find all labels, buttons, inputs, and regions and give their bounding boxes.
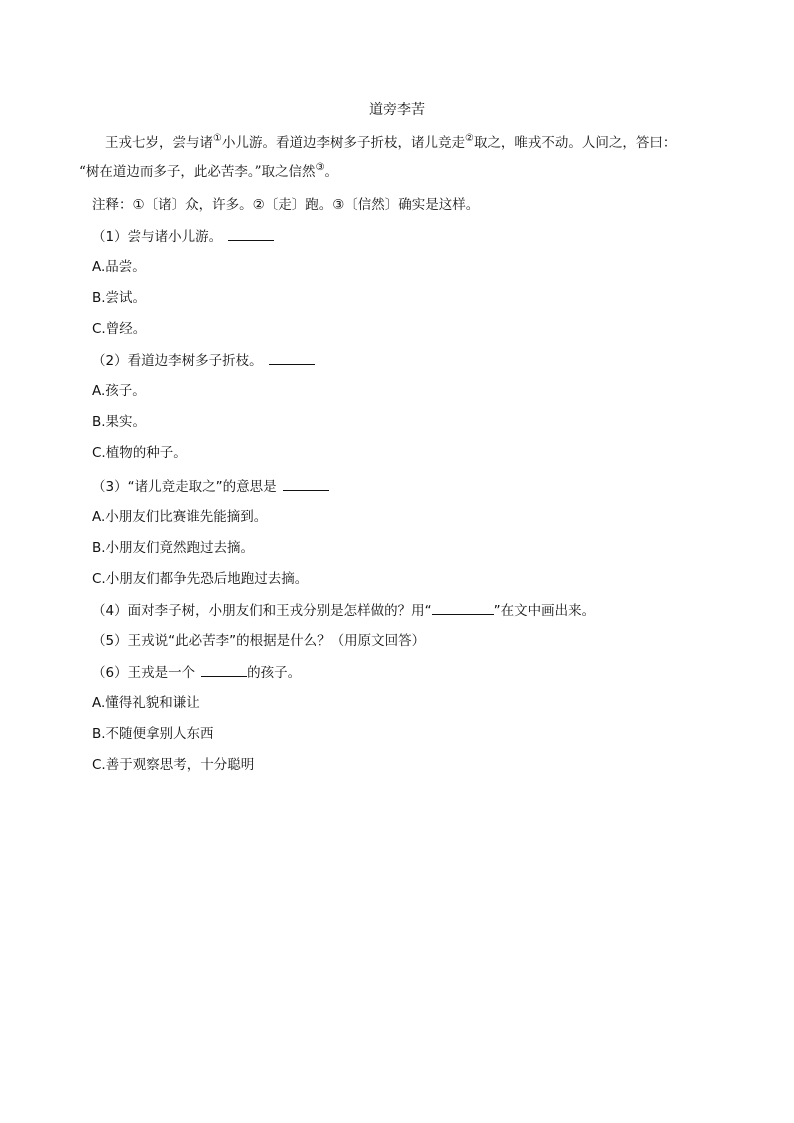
- q1-option-a: A.品尝。: [92, 259, 146, 275]
- q3-option-b: B.小朋友们竟然跑过去摘。: [92, 540, 255, 556]
- answer-blank[interactable]: [283, 477, 329, 491]
- q6-option-c: C.善于观察思考，十分聪明: [92, 757, 255, 773]
- question-4-prompt: （4）面对李子树，小朋友们和王戎分别是怎样做的？用“: [92, 603, 432, 619]
- question-2: [92, 351, 315, 370]
- question-6-prompt: （6）王戎是一个: [92, 665, 196, 681]
- question-4-prompt-end: ”在文中画出来。: [493, 603, 596, 619]
- footnote-marker-2: ②: [464, 133, 474, 144]
- answer-blank[interactable]: [432, 601, 494, 615]
- q6-option-b: B.不随便拿别人东西: [92, 726, 214, 742]
- passage-text: “树在道边而多子，此必苦李。”取之信然: [79, 164, 316, 180]
- question-1: [92, 227, 274, 246]
- q2-option-a: A.孩子。: [92, 383, 146, 399]
- passage-text: 。: [324, 164, 339, 180]
- question-4: [92, 601, 595, 620]
- q2-option-c: C.植物的种子。: [92, 445, 187, 461]
- question-3-prompt: （3）“诸儿竞走取之”的意思是: [92, 479, 277, 495]
- q3-option-a: A.小朋友们比赛谁先能摘到。: [92, 509, 268, 525]
- question-2-prompt: （2）看道边李树多子折枝。: [92, 353, 263, 369]
- footnote-marker-1: ①: [213, 133, 222, 144]
- q1-option-b: B.尝试。: [92, 290, 147, 306]
- passage-line-2: [79, 163, 338, 183]
- q6-option-a: A.懂得礼貌和谦让: [92, 695, 200, 711]
- question-1-prompt: （1）尝与诸小儿游。: [92, 229, 223, 245]
- q3-option-c: C.小朋友们都争先恐后地跑过去摘。: [92, 571, 309, 587]
- answer-blank[interactable]: [228, 227, 274, 241]
- question-6: [92, 663, 301, 682]
- passage-line-1: [105, 134, 676, 154]
- q1-option-c: C.曾经。: [92, 321, 147, 337]
- question-6-prompt-end: 的孩子。: [247, 665, 302, 681]
- question-5: （5）王戎说“此必苦李”的根据是什么？（用原文回答）: [92, 633, 426, 649]
- footnote-marker-3: ③: [315, 162, 325, 173]
- question-3: [92, 477, 329, 496]
- q2-option-b: B.果实。: [92, 414, 147, 430]
- answer-blank[interactable]: [201, 663, 247, 677]
- annotation: 注释：①〔诸〕众，许多。②〔走〕跑。③〔信然〕确实是这样。: [92, 197, 480, 213]
- passage-text: 取之，唯戎不动。人问之，答曰：: [473, 135, 677, 151]
- passage-text: 小儿游。看道边李树多子折枝，诸儿竞走: [221, 135, 465, 151]
- passage-text: 王戎七岁，尝与诸: [105, 135, 213, 151]
- answer-blank[interactable]: [269, 351, 315, 365]
- passage-title: 道旁李苦: [369, 102, 425, 118]
